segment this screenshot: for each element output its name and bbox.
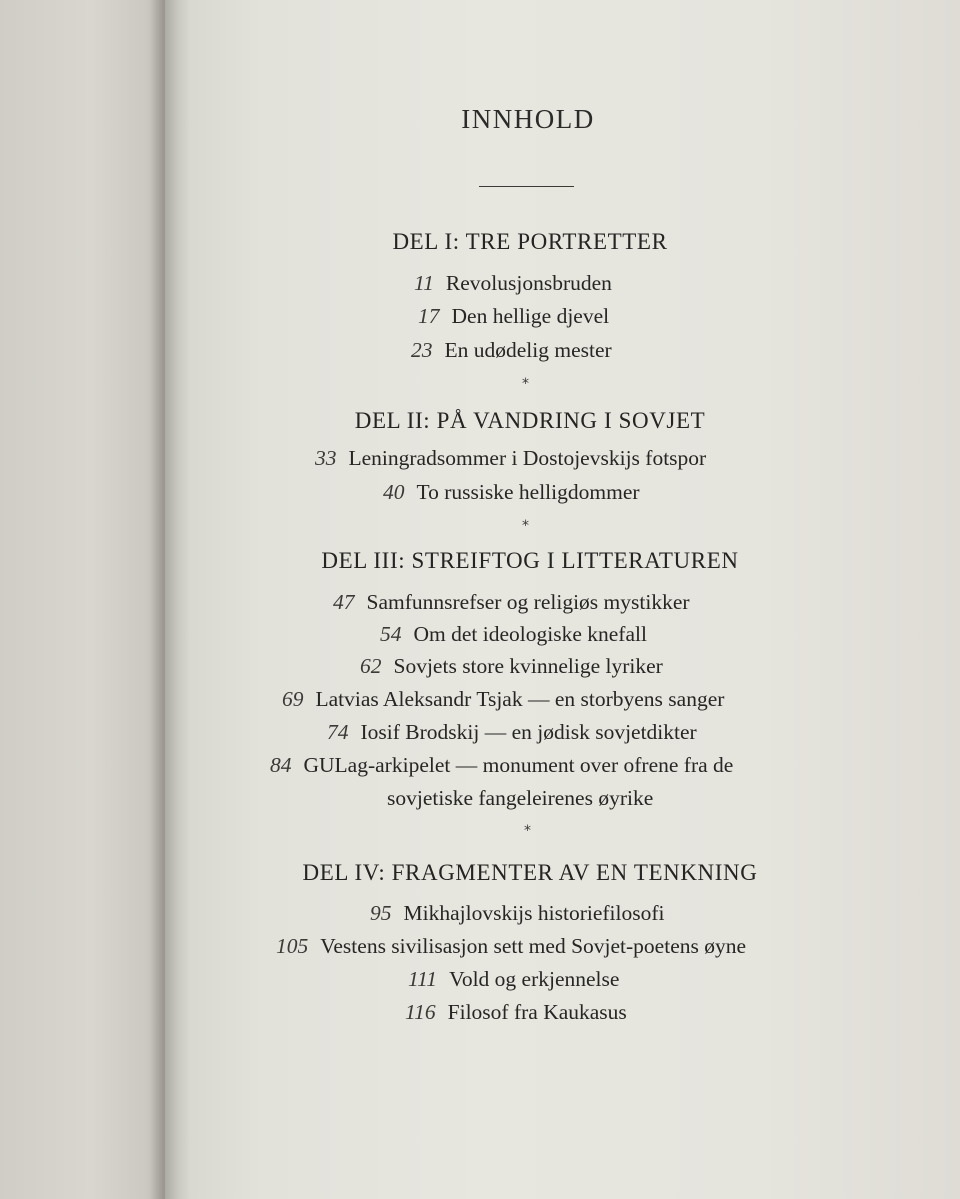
part-heading-2: DEL II: PÅ VANDRING I SOVJET <box>354 408 706 433</box>
entry-title: Filosof fra Kaukasus <box>447 1000 627 1024</box>
entry-page-number: 62 <box>360 654 382 678</box>
entry-title: Om det ideologiske knefall <box>413 622 647 646</box>
entry-page-number: 47 <box>333 590 355 614</box>
entry-title: En udødelig mester <box>444 338 612 362</box>
toc-entry <box>282 687 724 712</box>
entry-page-number: 54 <box>380 622 402 646</box>
entry-page-number: 23 <box>411 338 433 362</box>
entry-page-number: 69 <box>282 687 304 711</box>
toc-entry <box>414 271 612 296</box>
title-divider <box>479 186 574 187</box>
section-separator: * <box>524 823 531 839</box>
entry-page-number: 33 <box>315 446 337 470</box>
part-heading-3: DEL III: STREIFTOG I LITTERATUREN <box>321 548 739 573</box>
toc-entry <box>276 934 746 959</box>
entry-title: Mikhajlovskijs historiefilosofi <box>403 901 665 925</box>
toc-entry <box>383 480 640 505</box>
page-title: INNHOLD <box>461 104 595 134</box>
entry-title: Vold og erkjennelse <box>449 967 620 991</box>
entry-title: Den hellige djevel <box>451 304 610 328</box>
toc-entry <box>408 967 619 992</box>
entry-page-number: 40 <box>383 480 405 504</box>
section-separator: * <box>522 376 529 392</box>
toc-entry <box>411 338 612 363</box>
toc-entry <box>360 654 663 679</box>
entry-title: GULag-arkipelet — monument over ofrene fra de <box>303 753 734 777</box>
entry-title: To russiske helligdommer <box>416 480 640 504</box>
entry-title: Revolusjonsbruden <box>445 271 612 295</box>
entry-page-number: 105 <box>276 934 309 958</box>
toc-entry <box>418 304 609 329</box>
section-separator: * <box>522 518 529 534</box>
entry-page-number: 74 <box>327 720 349 744</box>
toc-entry <box>333 590 690 615</box>
entry-page-number: 11 <box>414 271 434 295</box>
entry-title: Leningradsommer i Dostojevskijs fotspor <box>348 446 707 470</box>
toc-entry <box>315 446 706 471</box>
entry-title-continuation: sovjetiske fangeleirenes øyrike <box>387 786 654 810</box>
entry-title: Iosif Brodskij — en jødisk sovjetdikter <box>360 720 697 744</box>
entry-page-number: 84 <box>270 753 292 777</box>
toc-entry <box>370 901 664 926</box>
part-heading-4: DEL IV: FRAGMENTER AV EN TENKNING <box>302 860 758 885</box>
entry-page-number: 111 <box>408 967 438 991</box>
toc-entry <box>327 720 697 745</box>
entry-title: Samfunnsrefser og religiøs mystikker <box>366 590 690 614</box>
entry-title: Sovjets store kvinnelige lyriker <box>393 654 663 678</box>
toc-entry <box>270 753 733 778</box>
entry-title: Vestens sivilisasjon sett med Sovjet-poetens øyne <box>320 934 747 958</box>
entry-page-number: 95 <box>370 901 392 925</box>
part-heading-1: DEL I: TRE PORTRETTER <box>392 229 668 254</box>
toc-entry <box>380 622 647 647</box>
entry-page-number: 17 <box>418 304 440 328</box>
entry-title: Latvias Aleksandr Tsjak — en storbyens sanger <box>315 687 725 711</box>
entry-page-number: 116 <box>405 1000 436 1024</box>
toc-entry <box>405 1000 627 1025</box>
